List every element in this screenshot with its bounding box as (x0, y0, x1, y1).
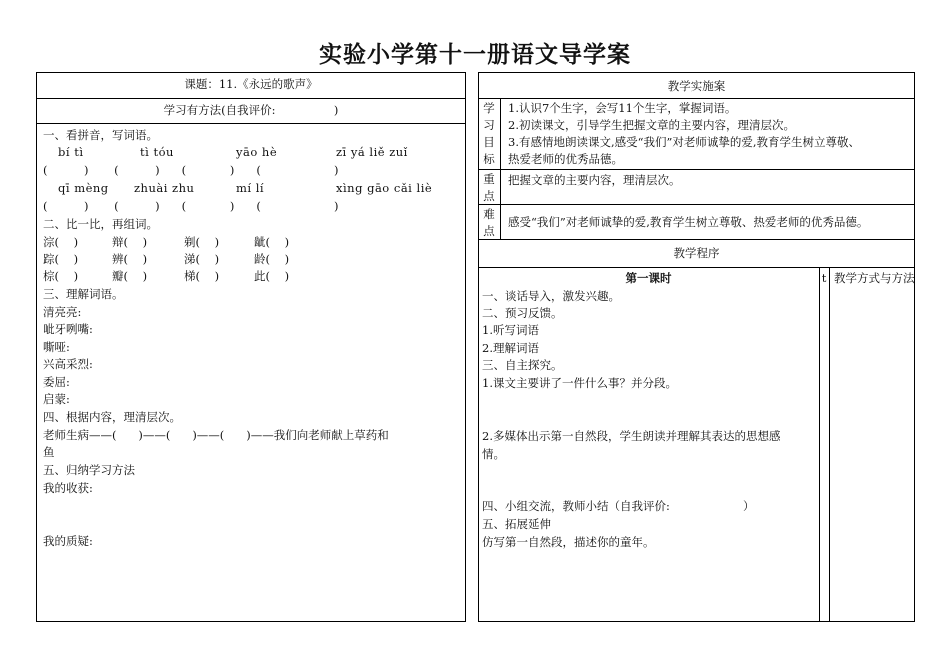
step: 1.听写词语 (482, 323, 539, 337)
compare-item[interactable]: 淙( ) (43, 235, 79, 249)
first-lesson-title: 第一课时 (625, 271, 672, 285)
difficult-point: 感受“我们”对老师诚挚的爱,教育学生树立尊敬、热爱老师的优秀品德。 (508, 215, 869, 229)
goal-item: 热爱老师的优秀品德。 (508, 152, 623, 166)
key-label: 点 (483, 189, 495, 203)
t-column: t (821, 271, 827, 285)
compare-item[interactable]: 辩( ) (112, 235, 148, 249)
goal-item: 1.认识7个生字，会写11个生字，掌握词语。 (508, 101, 737, 115)
compare-item[interactable]: 梯( ) (184, 269, 220, 283)
compare-item[interactable]: 踪( ) (43, 252, 79, 266)
key-point: 把握文章的主要内容，理清层次。 (508, 173, 681, 187)
lesson-title: 课题：11.《永远的歌声》 (184, 77, 318, 91)
pinyin: tì tóu (140, 145, 174, 159)
compare-item[interactable]: 剃( ) (184, 235, 220, 249)
step: 1.课文主要讲了一件什么事？并分段。 (482, 376, 677, 390)
structure-line: 鱼 (43, 445, 55, 459)
step: 情。 (482, 447, 505, 461)
vocab-item: 嘶哑: (43, 340, 70, 354)
procedure-header: 教学程序 (673, 246, 720, 260)
section-pinyin: 一、看拼音，写词语。 (43, 128, 158, 142)
step: 一、谈话导入，激发兴趣。 (482, 289, 620, 303)
vocab-item: 委屈: (43, 375, 70, 389)
goal-label: 习 (483, 118, 495, 132)
page-title: 实验小学第十一册语文导学案 (319, 42, 631, 68)
compare-item[interactable]: 瓣( ) (112, 269, 148, 283)
compare-item[interactable]: 涕( ) (184, 252, 220, 266)
step: 2.多媒体出示第一自然段，学生朗读并理解其表达的思想感 (482, 429, 781, 443)
pinyin: xìng gāo cǎi liè (336, 181, 433, 195)
pinyin: zī yá liě zuǐ (336, 145, 408, 159)
gains-label: 我的收获: (43, 481, 93, 495)
plan-header: 教学实施案 (667, 79, 726, 93)
compare-item[interactable]: 龇( ) (254, 235, 290, 249)
pinyin: yāo hè (236, 145, 278, 159)
compare-item[interactable]: 龄( ) (254, 252, 290, 266)
goal-label: 标 (483, 152, 495, 166)
questions-label: 我的质疑: (43, 534, 93, 548)
step: 四、小组交流，教师小结（自我评价: ） (482, 499, 755, 513)
vocab-item: 清亮亮: (43, 305, 82, 319)
step: 五、拓展延伸 (482, 517, 551, 531)
difficulty-label: 点 (483, 224, 495, 238)
key-label: 重 (483, 172, 495, 186)
section-summary: 五、归纳学习方法 (43, 463, 135, 477)
section-structure: 四、根据内容，理清层次。 (43, 410, 181, 424)
vocab-item: 兴高采烈: (43, 357, 93, 371)
step: 仿写第一自然段，描述你的童年。 (482, 535, 655, 549)
pinyin: qī mèng (58, 181, 109, 195)
step: 三、自主探究。 (482, 358, 563, 372)
difficulty-label: 难 (483, 207, 495, 221)
compare-item[interactable]: 此( ) (254, 269, 290, 283)
goal-label: 目 (483, 135, 495, 149)
goal-label: 学 (483, 101, 495, 115)
pinyin: mí lí (236, 181, 265, 195)
pinyin: zhuài zhu (134, 181, 195, 195)
vocab-item: 启蒙: (43, 392, 70, 406)
method-self-eval: 学习有方法(自我评价: ) (163, 103, 339, 117)
goal-item: 2.初读课文，引导学生把握文章的主要内容，理清层次。 (508, 118, 795, 132)
step: 二、预习反馈。 (482, 306, 563, 320)
answer-blanks[interactable]: ( ) ( ) ( ) ( ) (43, 163, 339, 177)
step: 2.理解词语 (482, 341, 539, 355)
method-column-header: 教学方式与方法 (834, 271, 915, 285)
vocab-item: 呲牙咧嘴: (43, 322, 93, 336)
answer-blanks[interactable]: ( ) ( ) ( ) ( ) (43, 199, 339, 213)
section-compare: 二、比一比，再组词。 (43, 217, 158, 231)
structure-line[interactable]: 老师生病——( )——( )——( )——我们向老师献上草药和 (43, 428, 389, 442)
pinyin: bí tì (58, 145, 84, 159)
compare-item[interactable]: 棕( ) (43, 269, 79, 283)
section-vocab: 三、理解词语。 (43, 287, 124, 301)
compare-item[interactable]: 辨( ) (112, 252, 148, 266)
goal-item: 3.有感情地朗读课文,感受“我们”对老师诚挚的爱,教育学生树立尊敬、 (508, 135, 861, 149)
